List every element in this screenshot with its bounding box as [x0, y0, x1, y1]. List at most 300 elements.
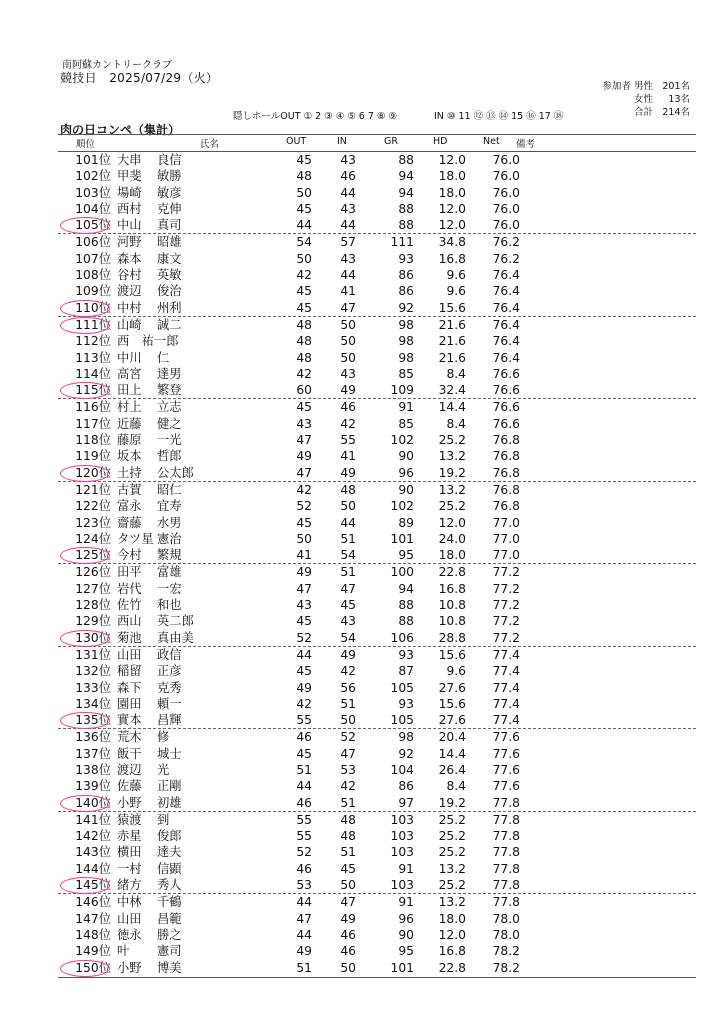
out-cell: 42 [296, 482, 312, 497]
rank-cell: 134位 [75, 696, 111, 711]
hd-cell: 10.8 [438, 614, 466, 629]
hd-cell: 12.0 [438, 515, 466, 530]
gr-cell: 96 [398, 465, 414, 480]
rank-cell: 144位 [75, 861, 111, 876]
last-name-cell: 中山 [117, 218, 142, 233]
rank-cell: 143位 [75, 845, 111, 860]
in-cell: 57 [340, 235, 356, 250]
gr-cell: 89 [398, 515, 414, 530]
net-cell: 76.8 [492, 482, 520, 497]
in-cell: 49 [340, 911, 356, 926]
last-name-cell: 山崎 [117, 317, 142, 332]
rank-cell: 128位 [75, 598, 111, 613]
net-cell: 76.6 [492, 400, 520, 415]
rank-cell: 146位 [75, 895, 111, 910]
rank-cell: 103位 [75, 185, 111, 200]
out-cell: 48 [296, 169, 312, 184]
table-row [58, 597, 696, 613]
gr-cell: 96 [398, 911, 414, 926]
last-name-cell: 土持 [117, 465, 142, 480]
hd-cell: 28.8 [438, 630, 466, 645]
hd-cell: 13.2 [438, 861, 466, 876]
table-row [58, 251, 696, 267]
table-row [58, 531, 696, 547]
last-name-cell: 齋藤 [117, 515, 142, 530]
gr-cell: 88 [398, 201, 414, 216]
first-name-cell: 俊治 [157, 284, 182, 299]
out-cell: 55 [296, 812, 312, 827]
rank-cell: 133位 [75, 680, 111, 695]
gr-cell: 98 [398, 317, 414, 332]
in-cell: 47 [340, 895, 356, 910]
table-row [58, 416, 696, 432]
last-name-cell: 渡辺 [117, 284, 142, 299]
rank-cell: 107位 [75, 251, 111, 266]
hd-cell: 32.4 [438, 383, 466, 398]
gr-cell: 100 [390, 565, 414, 580]
col-net: Net [483, 136, 500, 147]
male-count: 201名 [662, 81, 690, 92]
gr-cell: 103 [390, 878, 414, 893]
net-cell: 77.2 [492, 614, 520, 629]
net-cell: 77.4 [492, 647, 520, 662]
first-name-cell: 一宏 [157, 581, 182, 596]
out-cell: 47 [296, 465, 312, 480]
in-cell: 48 [340, 812, 356, 827]
in-cell: 47 [340, 300, 356, 315]
first-name-cell: 州利 [157, 300, 182, 315]
net-cell: 76.8 [492, 499, 520, 514]
table-row [58, 482, 696, 498]
rank-cell: 110位 [75, 300, 111, 315]
last-name-cell: 小野 [117, 960, 142, 975]
first-name-cell: 昭雄 [157, 235, 182, 250]
in-cell: 50 [340, 878, 356, 893]
rank-cell: 114位 [75, 366, 111, 381]
net-cell: 76.2 [492, 235, 520, 250]
hd-cell: 21.6 [438, 317, 466, 332]
first-name-cell: 修 [157, 730, 170, 745]
rank-cell: 135位 [75, 713, 111, 728]
in-cell: 43 [340, 251, 356, 266]
gr-cell: 105 [390, 680, 414, 695]
first-name-cell: 哲郎 [157, 449, 182, 464]
out-cell: 45 [296, 300, 312, 315]
in-cell: 52 [340, 730, 356, 745]
out-cell: 43 [296, 416, 312, 431]
in-cell: 46 [340, 927, 356, 942]
last-name-cell: 稲留 [117, 664, 142, 679]
gr-cell: 104 [390, 762, 414, 777]
table-row [58, 168, 696, 184]
out-cell: 43 [296, 598, 312, 613]
last-name-cell: 河野 [117, 235, 142, 250]
in-cell: 43 [340, 153, 356, 167]
hd-cell: 13.2 [438, 895, 466, 910]
first-name-cell: 克伸 [157, 201, 182, 216]
hd-cell: 16.8 [438, 944, 466, 959]
hd-cell: 25.2 [438, 878, 466, 893]
hd-cell: 22.8 [438, 565, 466, 580]
in-cell: 42 [340, 416, 356, 431]
rank-cell: 145位 [75, 878, 111, 893]
last-name-cell: 富永 [117, 499, 142, 514]
net-cell: 77.8 [492, 829, 520, 844]
rank-cell: 131位 [75, 647, 111, 662]
rank-cell: 111位 [75, 317, 111, 332]
first-name-cell: 水男 [157, 515, 182, 530]
hd-cell: 16.8 [438, 581, 466, 596]
table-row [58, 564, 696, 580]
gr-cell: 91 [398, 400, 414, 415]
rank-cell: 124位 [75, 531, 111, 546]
in-cell: 42 [340, 779, 356, 794]
female-label: 女性 [633, 94, 653, 105]
in-cell: 49 [340, 465, 356, 480]
hd-cell: 12.0 [438, 201, 466, 216]
net-cell: 76.8 [492, 465, 520, 480]
rank-cell: 108位 [75, 268, 111, 283]
out-cell: 45 [296, 284, 312, 299]
first-name-cell: 繁規 [157, 548, 182, 563]
gr-cell: 92 [398, 300, 414, 315]
hd-cell: 9.6 [446, 664, 466, 679]
out-cell: 50 [296, 531, 312, 546]
table-row [58, 317, 696, 333]
rank-cell: 106位 [75, 235, 111, 250]
hd-cell: 12.0 [438, 153, 466, 167]
last-name-cell: 中林 [117, 895, 142, 910]
gr-cell: 90 [398, 927, 414, 942]
last-name-cell: 谷村 [117, 268, 142, 283]
table-row [58, 795, 696, 812]
out-cell: 49 [296, 449, 312, 464]
rank-cell: 137位 [75, 746, 111, 761]
last-name-cell: タツ星 [117, 531, 154, 546]
gr-cell: 91 [398, 895, 414, 910]
table-row [58, 185, 696, 201]
net-cell: 77.8 [492, 845, 520, 860]
gr-cell: 101 [390, 531, 414, 546]
net-cell: 77.8 [492, 895, 520, 910]
rank-cell: 116位 [75, 400, 111, 415]
table-row [58, 943, 696, 959]
rank-cell: 149位 [75, 944, 111, 959]
first-name-cell: 光 [157, 762, 170, 777]
last-name-cell: 藤原 [117, 433, 142, 448]
first-name-cell: 昌輝 [157, 713, 182, 728]
first-name-cell: 仁 [157, 350, 170, 365]
table-row [58, 382, 696, 399]
gr-cell: 103 [390, 812, 414, 827]
table-row [58, 663, 696, 679]
out-cell: 53 [296, 878, 312, 893]
in-cell: 44 [340, 515, 356, 530]
first-name-cell: 英敏 [157, 268, 182, 283]
net-cell: 77.4 [492, 680, 520, 695]
hd-cell: 9.6 [446, 284, 466, 299]
hd-cell: 27.6 [438, 680, 466, 695]
net-cell: 77.2 [492, 565, 520, 580]
gr-cell: 102 [390, 433, 414, 448]
table-row [58, 448, 696, 464]
first-name-cell: 繁登 [157, 383, 182, 398]
first-name-cell: 昭仁 [157, 482, 182, 497]
net-cell: 77.0 [492, 531, 520, 546]
net-cell: 76.0 [492, 169, 520, 184]
in-cell: 42 [340, 664, 356, 679]
table-row [58, 234, 696, 250]
out-cell: 47 [296, 581, 312, 596]
last-name-cell: 岩代 [117, 581, 142, 596]
rank-cell: 126位 [75, 565, 111, 580]
rank-cell: 127位 [75, 581, 111, 596]
last-name-cell: 山田 [117, 911, 142, 926]
col-name: 氏名 [200, 139, 220, 150]
out-cell: 46 [296, 795, 312, 810]
table-row [58, 647, 696, 663]
out-cell: 48 [296, 317, 312, 332]
gr-cell: 94 [398, 185, 414, 200]
rank-cell: 120位 [75, 465, 111, 480]
table-row [58, 498, 696, 514]
last-name-cell: 大串 [117, 153, 142, 167]
hd-cell: 21.6 [438, 350, 466, 365]
out-cell: 49 [296, 944, 312, 959]
out-cell: 45 [296, 746, 312, 761]
net-cell: 77.2 [492, 630, 520, 645]
last-name-cell: 坂本 [117, 449, 142, 464]
net-cell: 76.0 [492, 185, 520, 200]
rank-cell: 113位 [75, 350, 111, 365]
rank-cell: 109位 [75, 284, 111, 299]
first-name-cell: 頼一 [157, 696, 182, 711]
hd-cell: 9.6 [446, 268, 466, 283]
net-cell: 76.8 [492, 449, 520, 464]
last-name-cell: 飯干 [117, 746, 142, 761]
in-cell: 45 [340, 861, 356, 876]
in-cell: 51 [340, 795, 356, 810]
rank-cell: 115位 [75, 383, 111, 398]
hd-cell: 24.0 [438, 531, 466, 546]
gr-cell: 88 [398, 218, 414, 233]
rank-cell: 141位 [75, 812, 111, 827]
in-cell: 51 [340, 565, 356, 580]
out-cell: 55 [296, 713, 312, 728]
gr-cell: 109 [390, 383, 414, 398]
out-cell: 42 [296, 268, 312, 283]
gr-cell: 98 [398, 350, 414, 365]
first-name-cell: 信顕 [157, 861, 182, 876]
table-row [58, 217, 696, 234]
gr-cell: 97 [398, 795, 414, 810]
participants-label: 参加者 [602, 81, 631, 92]
first-name-cell: 敏彦 [157, 185, 182, 200]
hd-cell: 18.0 [438, 169, 466, 184]
in-cell: 50 [340, 499, 356, 514]
first-name-cell: 憲司 [157, 944, 182, 959]
gr-cell: 95 [398, 944, 414, 959]
first-name-cell: 富雄 [157, 565, 182, 580]
gr-cell: 98 [398, 730, 414, 745]
rank-cell: 119位 [75, 449, 111, 464]
first-name-cell: 真司 [157, 218, 182, 233]
last-name-cell: 高宮 [117, 366, 142, 381]
rank-cell: 105位 [75, 218, 111, 233]
net-cell: 76.0 [492, 218, 520, 233]
last-name-cell: 中村 [117, 300, 142, 315]
table-row [58, 581, 696, 597]
first-name-cell: 一光 [157, 433, 182, 448]
col-gr: GR [384, 136, 398, 147]
net-cell: 77.4 [492, 696, 520, 711]
hd-cell: 20.4 [438, 730, 466, 745]
gr-cell: 102 [390, 499, 414, 514]
out-cell: 60 [296, 383, 312, 398]
rank-cell: 150位 [75, 960, 111, 975]
last-name-cell: 西村 [117, 201, 142, 216]
in-cell: 48 [340, 829, 356, 844]
rank-cell: 121位 [75, 482, 111, 497]
rank-cell: 148位 [75, 927, 111, 942]
last-name-cell: 場崎 [117, 185, 142, 200]
net-cell: 76.0 [492, 153, 520, 167]
net-cell: 77.4 [492, 713, 520, 728]
in-cell: 47 [340, 581, 356, 596]
table-row [58, 267, 696, 283]
net-cell: 76.4 [492, 317, 520, 332]
hd-cell: 13.2 [438, 449, 466, 464]
out-cell: 49 [296, 565, 312, 580]
rank-cell: 104位 [75, 201, 111, 216]
hd-cell: 14.4 [438, 400, 466, 415]
gr-cell: 86 [398, 284, 414, 299]
hd-cell: 18.0 [438, 911, 466, 926]
in-cell: 50 [340, 350, 356, 365]
in-cell: 50 [340, 334, 356, 349]
club-name: 南阿蘇カントリークラブ [62, 60, 172, 71]
first-name-cell: 博美 [157, 960, 182, 975]
in-cell: 46 [340, 169, 356, 184]
out-cell: 49 [296, 680, 312, 695]
net-cell: 77.8 [492, 795, 520, 810]
rank-cell: 132位 [75, 664, 111, 679]
out-cell: 46 [296, 861, 312, 876]
hd-cell: 21.6 [438, 334, 466, 349]
in-cell: 44 [340, 218, 356, 233]
first-name-cell: 達男 [157, 366, 182, 381]
net-cell: 77.0 [492, 515, 520, 530]
rank-cell: 122位 [75, 499, 111, 514]
out-cell: 45 [296, 515, 312, 530]
first-name-cell: 城士 [157, 746, 182, 761]
net-cell: 77.8 [492, 812, 520, 827]
rank-cell: 118位 [75, 433, 111, 448]
out-cell: 44 [296, 895, 312, 910]
hd-cell: 18.0 [438, 185, 466, 200]
hidden-holes [233, 108, 563, 122]
hd-cell: 25.2 [438, 845, 466, 860]
hd-cell: 22.8 [438, 960, 466, 975]
table-row [58, 861, 696, 877]
net-cell: 76.4 [492, 300, 520, 315]
last-name-cell: 渡辺 [117, 762, 142, 777]
rank-cell: 125位 [75, 548, 111, 563]
last-name-cell: 甲斐 [117, 169, 142, 184]
last-name-cell: 菊池 [117, 630, 142, 645]
out-cell: 51 [296, 762, 312, 777]
out-cell: 48 [296, 334, 312, 349]
hidden-holes-in: IN ⑩ 11 ⑫ ⑬ ⑭ 15 ⑯ 17 ⑱ [434, 111, 564, 122]
out-cell: 47 [296, 911, 312, 926]
gr-cell: 88 [398, 153, 414, 167]
participant-stats [602, 80, 690, 119]
rank-cell: 142位 [75, 829, 111, 844]
net-cell: 78.0 [492, 911, 520, 926]
table-row [58, 201, 696, 217]
out-cell: 52 [296, 499, 312, 514]
in-cell: 44 [340, 268, 356, 283]
table-row [58, 927, 696, 943]
net-cell: 77.8 [492, 878, 520, 893]
rank-cell: 136位 [75, 730, 111, 745]
in-cell: 53 [340, 762, 356, 777]
in-cell: 41 [340, 449, 356, 464]
net-cell: 76.6 [492, 383, 520, 398]
in-cell: 44 [340, 185, 356, 200]
table-bottom-rule [58, 977, 696, 978]
out-cell: 46 [296, 730, 312, 745]
out-cell: 44 [296, 779, 312, 794]
last-name-cell: 横田 [117, 845, 142, 860]
hd-cell: 15.6 [438, 300, 466, 315]
gr-cell: 90 [398, 482, 414, 497]
gr-cell: 85 [398, 366, 414, 381]
table-row [58, 515, 696, 531]
net-cell: 78.2 [492, 944, 520, 959]
last-name-cell: 緒方 [117, 878, 142, 893]
out-cell: 55 [296, 829, 312, 844]
table-row [58, 630, 696, 647]
last-name-cell: 田平 [117, 565, 142, 580]
in-cell: 41 [340, 284, 356, 299]
hd-cell: 25.2 [438, 829, 466, 844]
net-cell: 78.2 [492, 960, 520, 975]
last-name-cell: 赤星 [117, 829, 142, 844]
last-name-cell: 村上 [117, 400, 142, 415]
first-name-cell: 達夫 [157, 845, 182, 860]
hd-cell: 25.2 [438, 499, 466, 514]
net-cell: 76.4 [492, 334, 520, 349]
last-name-cell: 叶 [117, 944, 130, 959]
out-cell: 50 [296, 185, 312, 200]
out-cell: 48 [296, 350, 312, 365]
hd-cell: 19.2 [438, 795, 466, 810]
table-row [58, 877, 696, 894]
gr-cell: 93 [398, 696, 414, 711]
first-name-cell: 健之 [157, 416, 182, 431]
first-name-cell: 憲治 [157, 531, 182, 546]
rank-cell: 138位 [75, 762, 111, 777]
hd-cell: 10.8 [438, 598, 466, 613]
hd-cell: 34.8 [438, 235, 466, 250]
table-row [58, 366, 696, 382]
female-count: 13名 [668, 94, 690, 105]
hd-cell: 12.0 [438, 218, 466, 233]
in-cell: 51 [340, 845, 356, 860]
net-cell: 76.4 [492, 284, 520, 299]
hd-cell: 27.6 [438, 713, 466, 728]
